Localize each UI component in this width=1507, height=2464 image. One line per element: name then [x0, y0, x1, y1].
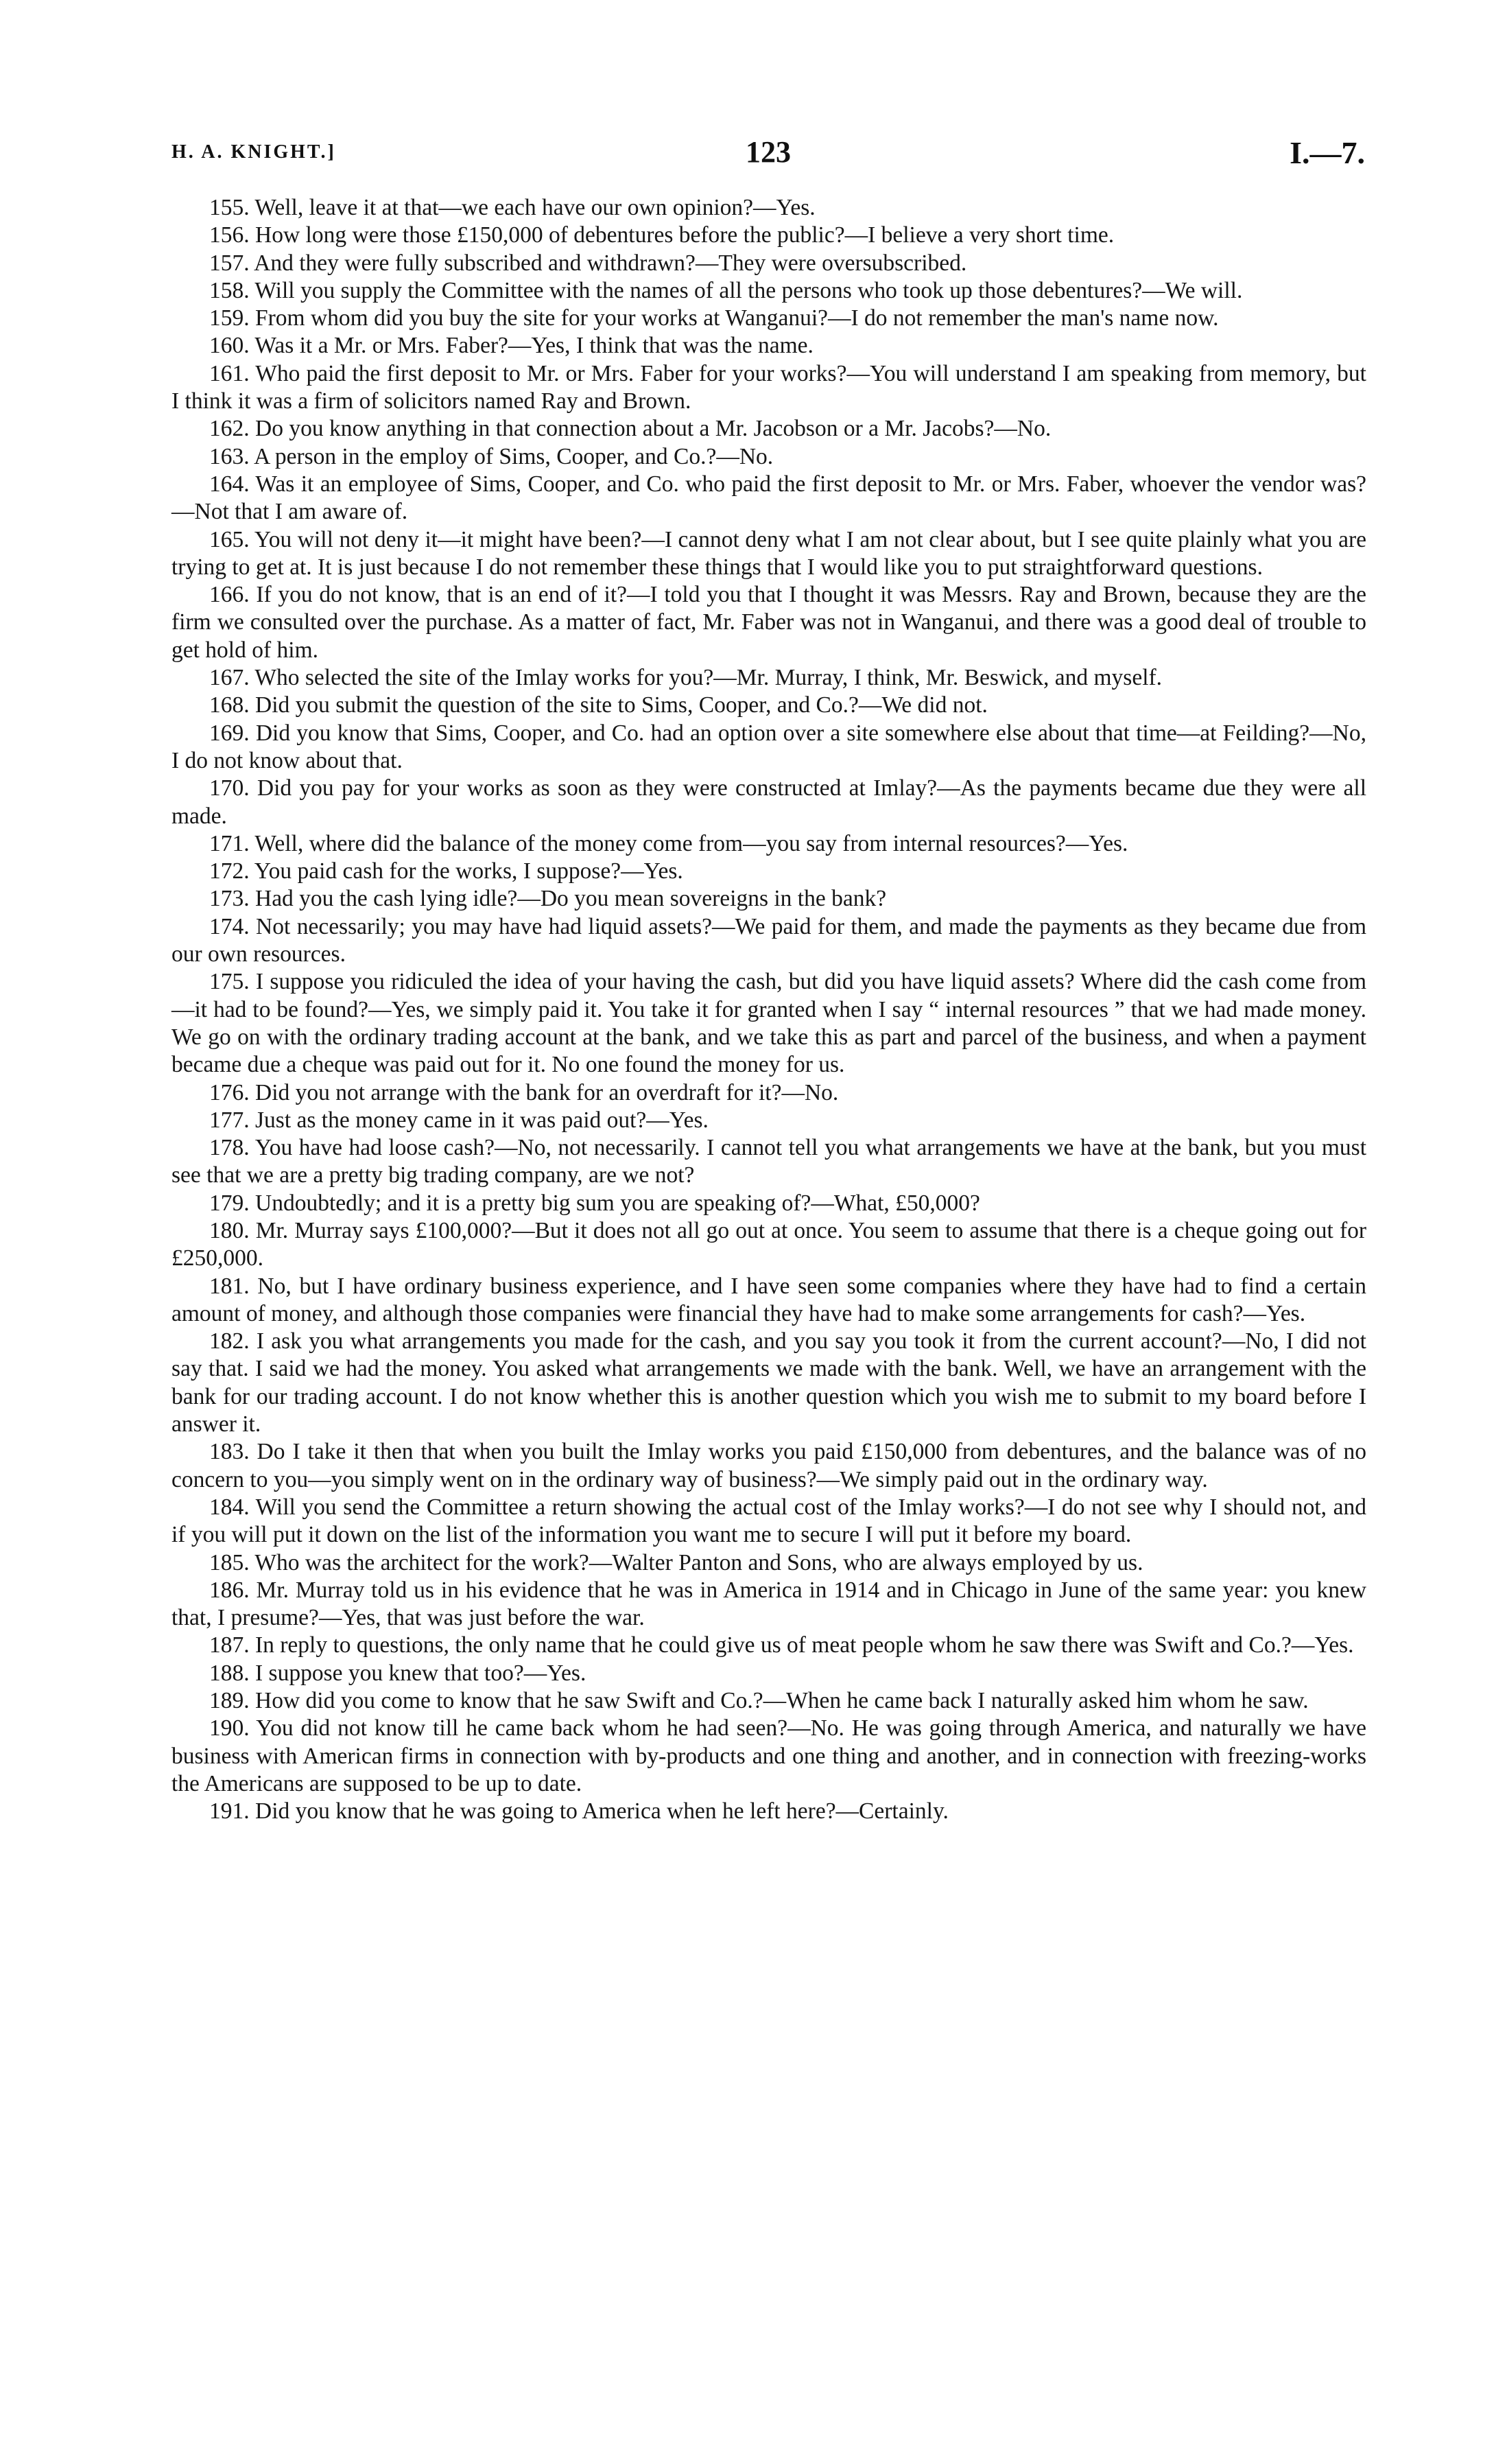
question-162: 162. Do you know anything in that connection about a Mr. Jacobson or a Mr. Jacobs?—No. [209, 416, 1052, 442]
question-177: 177. Just as the money came in it was paid out?—Yes. [209, 1107, 709, 1133]
question-179: 179. Undoubtedly; and it is a pretty big sum you are speaking of?—What, £50,000? [209, 1190, 980, 1216]
question-172: 172. You paid cash for the works, I suppose?—Yes. [209, 858, 683, 884]
document-reference: I.—7. [1290, 135, 1365, 170]
evidence-text [171, 194, 1366, 1826]
question-184: 184. Will you send the Committee a return showing the actual cost of the Imlay works?—I do not see why I should not, and if you will put it down on the list of the information you want me to secure I will put it before my board. [171, 1494, 1366, 1548]
question-191: 191. Did you know that he was going to America when he left here?—Certainly. [209, 1798, 949, 1824]
question-189: 189. How did you come to know that he saw Swift and Co.?—When he came back I naturally asked him whom he saw. [209, 1688, 1309, 1714]
question-165: 165. You will not deny it—it might have been?—I cannot deny what I am not clear about, but I see quite plainly what you are trying to get at. It is just because I do not remember these things that I would like you to put straightforward questions. [171, 526, 1366, 580]
question-171: 171. Well, where did the balance of the money come from—you say from internal resources?—Yes. [209, 830, 1128, 856]
question-161: 161. Who paid the first deposit to Mr. or Mrs. Faber for your works?—You will understand I am speaking from memory, but I think it was a firm of solicitors named Ray and Brown. [171, 360, 1366, 414]
question-181: 181. No, but I have ordinary business experience, and I have seen some companies where they have had to find a certain amount of money, and although those companies were financial they have had to make some arrangements for cash?—Yes. [171, 1273, 1366, 1326]
question-168: 168. Did you submit the question of the site to Sims, Cooper, and Co.?—We did not. [209, 692, 988, 718]
question-185: 185. Who was the architect for the work?—Walter Panton and Sons, who are always employed by us. [209, 1549, 1143, 1575]
question-167: 167. Who selected the site of the Imlay works for you?—Mr. Murray, I think, Mr. Beswick, and myself. [209, 665, 1163, 691]
question-160: 160. Was it a Mr. or Mrs. Faber?—Yes, I think that was the name. [209, 333, 814, 359]
question-174: 174. Not necessarily; you may have had liquid assets?—We paid for them, and made the payments as they became due from our own resources. [171, 913, 1366, 967]
question-175: 175. I suppose you ridiculed the idea of your having the cash, but did you have liquid assets? Where did the cash come from—it had to be found?—Yes, we simply paid it. You take it for granted when I say “ internal resources ” that we had made money. We go on with the ordinary trading account at the bank, and we take this as part and parcel of the business, and when a payment became due a cheque was paid out for it. No one found the money for us. [171, 969, 1366, 1078]
question-178: 178. You have had loose cash?—No, not necessarily. I cannot tell you what arrangements we have at the bank, but you must see that we are a pretty big trading company, are we not? [171, 1135, 1366, 1188]
page-header [171, 134, 1365, 176]
question-183: 183. Do I take it then that when you built the Imlay works you paid £150,000 from debentures, and the balance was of no concern to you—you simply went on in the ordinary way of business?—We simply paid out in the ordinary way. [171, 1439, 1366, 1492]
question-155: 155. Well, leave it at that—we each have our own opinion?—Yes. [209, 195, 816, 220]
question-190: 190. You did not know till he came back whom he had seen?—No. He was going through America, and naturally we have business with American firms in connection with by-products and one thing and another, and in connection with freezing-works the Americans are supposed to be up to date. [171, 1715, 1366, 1796]
question-173: 173. Had you the cash lying idle?—Do you mean sovereigns in the bank? [209, 886, 887, 912]
question-170: 170. Did you pay for your works as soon as they were constructed at Imlay?—As the payments became due they were all made. [171, 775, 1366, 829]
witness-name: H. A. KNIGHT.] [171, 141, 336, 163]
question-187: 187. In reply to questions, the only name that he could give us of meat people whom he saw there was Swift and Co.?—Yes. [209, 1632, 1354, 1658]
question-164: 164. Was it an employee of Sims, Cooper, and Co. who paid the first deposit to Mr. or Mrs. Faber, whoever the vendor was?—Not that I am aware of. [171, 471, 1366, 525]
question-166: 166. If you do not know, that is an end of it?—I told you that I thought it was Messrs. Ray and Brown, because they are the firm we consulted over the purchase. As a matter of fact, Mr. Faber was not in Wanganui, and there was a good deal of trouble to get hold of him. [171, 582, 1366, 663]
question-157: 157. And they were fully subscribed and withdrawn?—They were oversubscribed. [209, 250, 967, 276]
question-186: 186. Mr. Murray told us in his evidence that he was in America in 1914 and in Chicago in June of the same year: you knew that, I presume?—Yes, that was just before the war. [171, 1577, 1366, 1631]
question-188: 188. I suppose you knew that too?—Yes. [209, 1660, 586, 1686]
question-182: 182. I ask you what arrangements you made for the cash, and you say you took it from the current account?—No, I did not say that. I said we had the money. You asked what arrangements we made with the bank. Well, we have an arrangement with the bank for our trading account. I do not know whether this is another question which you wish me to submit to my board before I answer it. [171, 1328, 1366, 1438]
question-180: 180. Mr. Murray says £100,000?—But it does not all go out at once. You seem to assume that there is a cheque going out for £250,000. [171, 1217, 1366, 1271]
question-158: 158. Will you supply the Committee with the names of all the persons who took up those debentures?—We will. [209, 277, 1243, 303]
question-169: 169. Did you know that Sims, Cooper, and Co. had an option over a site somewhere else about that time—at Feilding?—No, I do not know about that. [171, 720, 1366, 773]
page-number: 123 [746, 135, 791, 169]
question-159: 159. From whom did you buy the site for your works at Wanganui?—I do not remember the man's name now. [209, 305, 1219, 331]
question-176: 176. Did you not arrange with the bank for an overdraft for it?—No. [209, 1079, 839, 1105]
question-156: 156. How long were those £150,000 of debentures before the public?—I believe a very short time. [209, 222, 1115, 248]
question-163: 163. A person in the employ of Sims, Cooper, and Co.?—No. [209, 443, 774, 469]
